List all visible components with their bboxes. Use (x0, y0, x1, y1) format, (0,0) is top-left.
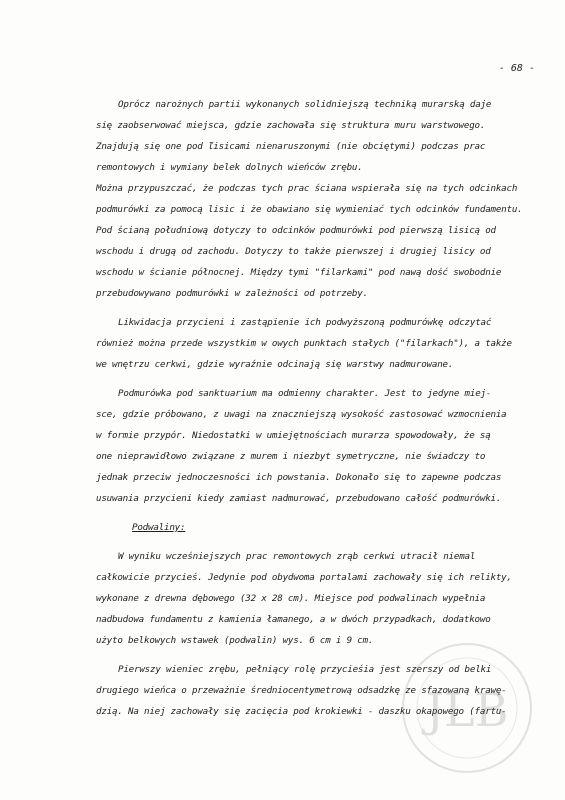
text-line: we wnętrzu cerkwi, gdzie wyraźnie odcinają się warstwy nadmurowane. (96, 359, 454, 370)
text-line: dzią. Na niej zachowały się zacięcia pod krokiewki - daszku okapowego (fartu- (96, 706, 507, 717)
text-line: Podmurówka pod sanktuarium ma odmienny charakter. Jest to jedyne miej- (118, 388, 492, 399)
text-line: Oprócz narożnych partii wykonanych solidniejszą techniką murarską daje (118, 99, 492, 110)
text-line: wschodu i drugą od zachodu. Dotyczy to także pierwszej i drugiej lisicy od (96, 246, 491, 257)
text-line: Znajdują się one pod ľisicami nienaruszonymi (nie obciętymi) podczas prac (96, 141, 486, 152)
text-line: podmurówki za pomocą lisic i że obawiano się wymieniać tych odcinków fundamentu. (96, 204, 523, 215)
text-line: one nieprawidłowo związane z murem i niezbyt symetryczne, nie świadczy to (96, 451, 486, 462)
text-line: Likwidacja przycieni i zastąpienie ich podwyższoną podmurówkę odczytać (118, 317, 492, 328)
section-heading: Podwaliny: (132, 522, 186, 533)
text-line: wykonane z drewna dębowego (32 x 28 cm). Miejsce pod podwalinach wypełnia (96, 593, 486, 604)
text-line: w formie przypór. Niedostatki w umiejętnościach murarza spowodowały, że są (96, 430, 491, 441)
text-line: użyto belkowych wstawek (podwalin) wys. 6 cm i 9 cm. (96, 635, 374, 646)
watermark-letters: JLB (425, 683, 509, 737)
text-line: Pod ścianą południową dotyczy to odcinków podmurówki pod pierwszą lisicą od (96, 225, 496, 236)
text-line: drugiego wieńca o przeważnie średniocentymetrową odsadzkę ze sfazowaną krawę- (96, 685, 507, 696)
text-line: całkowicie przycieś. Jedynie pod obydwoma portalami zachowały się ich relikty, (96, 572, 512, 583)
text-line: sce, gdzie próbowano, z uwagi na znaczniejszą wysokość zastosować wzmocnienia (96, 409, 507, 420)
text-line: nadbudowa fundamentu z kamienia łamanego, a w dwóch przypadkach, dodatkowo (96, 614, 491, 625)
text-line: przebudowywano podmurówki w zależności od potrzeby. (96, 288, 368, 299)
text-line: usuwania przycieni kiedy zamiast nadmurować, przebudowano całość podmurówki. (96, 493, 502, 504)
text-line: się zaobserwować miejsca, gdzie zachowała się struktura muru warstwowego. (96, 120, 486, 131)
text-line: Można przypuszczać, że podczas tych prac ściana wspierała się na tych odcinkach (96, 183, 518, 194)
text-line: W wyniku wcześniejszych prac remontowych zrąb cerkwi utracił niemal (118, 551, 476, 562)
text-line: Pierwszy wieniec zrębu, pełniący rolę przycieśia jest szerszy od belki (118, 664, 492, 675)
text-line: jednak przeciw jednoczesności ich powstania. Dokonało się to zapewne podczas (96, 472, 502, 483)
page-number: - 68 - (498, 63, 535, 74)
text-line: remontowych i wymiany belek dolnych wieńców zrębu. (96, 162, 363, 173)
library-stamp-watermark (397, 638, 537, 778)
text-line: wschodu w ścianie północnej. Między tymi "filarkami" pod nawą dość swobodnie (96, 267, 502, 278)
body-text (96, 94, 541, 722)
text-line: również można przede wszystkim w owych punktach stałych ("filarkach"), a także (96, 338, 512, 349)
